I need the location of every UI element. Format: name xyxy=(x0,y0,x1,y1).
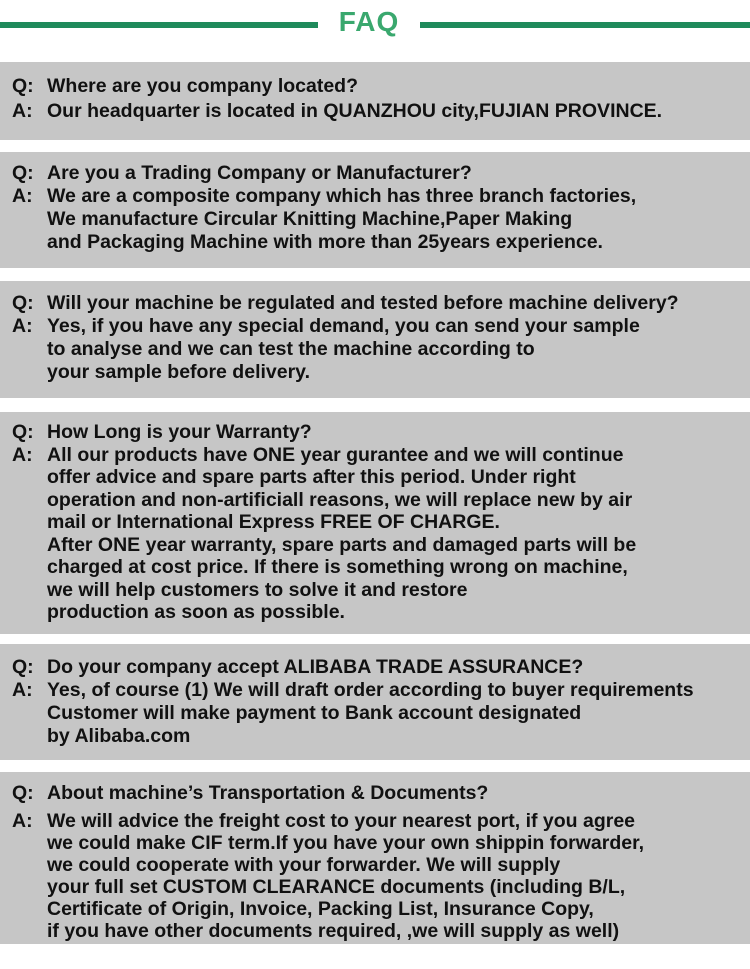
answer-line: operation and non-artificiall reasons, we will replace new by air xyxy=(47,488,633,511)
answer-tag: A: xyxy=(12,185,33,207)
question-text: About machine’s Transportation & Documents? xyxy=(47,782,489,804)
answer-line: charged at cost price. If there is something wrong on machine, xyxy=(47,556,628,578)
faq-card-company-type xyxy=(0,152,750,268)
question-tag: Q: xyxy=(12,292,34,314)
answer-line: We manufacture Circular Knitting Machine,Paper Making xyxy=(47,208,573,230)
answer-row xyxy=(12,185,746,254)
answer-line: Certificate of Origin, Invoice, Packing List, Insurance Copy, xyxy=(47,898,594,920)
answer-line: and Packaging Machine with more than 25years experience. xyxy=(47,231,603,253)
header-rule-left xyxy=(0,22,318,28)
answer-row xyxy=(12,679,746,748)
answer-line: Our headquarter is located in QUANZHOU city,FUJIAN PROVINCE. xyxy=(47,100,663,122)
answer-line: if you have other documents required, ,we will supply as well) xyxy=(47,920,620,942)
question-row xyxy=(12,292,746,315)
faq-card-transportation xyxy=(0,772,750,944)
question-row xyxy=(12,421,746,444)
answer-tag: A: xyxy=(12,810,33,832)
answer-line: Yes, of course (1) We will draft order according to buyer requirements xyxy=(47,679,694,701)
question-tag: Q: xyxy=(12,656,34,678)
question-text: Will your machine be regulated and tested before machine delivery? xyxy=(47,292,679,314)
question-row xyxy=(12,656,746,679)
question-row xyxy=(12,782,746,804)
faq-card-trade-assurance xyxy=(0,644,750,760)
question-tag: Q: xyxy=(12,75,34,97)
answer-tag: A: xyxy=(12,315,33,337)
answer-text xyxy=(47,315,640,384)
answer-line: we could cooperate with your forwarder. We will supply xyxy=(47,854,561,876)
question-text: Where are you company located? xyxy=(47,75,359,97)
answer-row xyxy=(12,810,746,942)
question-text: Are you a Trading Company or Manufacturer? xyxy=(47,162,472,184)
question-tag: Q: xyxy=(12,782,34,804)
answer-text xyxy=(47,100,662,123)
answer-line: Yes, if you have any special demand, you can send your sample xyxy=(47,315,640,337)
answer-line: Customer will make payment to Bank account designated xyxy=(47,702,582,724)
answer-line: we will help customers to solve it and restore xyxy=(47,578,468,601)
answer-tag: A: xyxy=(12,443,33,466)
answer-row xyxy=(12,315,746,384)
faq-card-warranty xyxy=(0,412,750,634)
answer-line: offer advice and spare parts after this period. Under right xyxy=(47,466,576,488)
answer-text xyxy=(47,810,644,942)
header-rule-right xyxy=(420,22,750,28)
answer-line: We will advice the freight cost to your nearest port, if you agree xyxy=(47,810,636,832)
faq-card-testing xyxy=(0,281,750,398)
faq-header xyxy=(0,0,750,50)
answer-text xyxy=(47,679,694,748)
answer-text xyxy=(47,444,636,624)
answer-line: After ONE year warranty, spare parts and damaged parts will be xyxy=(47,533,637,556)
question-text: Do your company accept ALIBABA TRADE ASSURANCE? xyxy=(47,656,584,678)
question-text: How Long is your Warranty? xyxy=(47,421,312,443)
answer-line: production as soon as possible. xyxy=(47,601,345,623)
answer-line: by Alibaba.com xyxy=(47,725,191,747)
answer-line: to analyse and we can test the machine according to xyxy=(47,338,535,360)
answer-text xyxy=(47,185,636,254)
faq-card-location xyxy=(0,62,750,140)
answer-row xyxy=(12,444,746,624)
question-row xyxy=(12,75,746,98)
question-tag: Q: xyxy=(12,162,34,184)
page-title: FAQ xyxy=(338,6,400,37)
answer-tag: A: xyxy=(12,679,33,701)
answer-line: your sample before delivery. xyxy=(47,361,310,383)
answer-tag: A: xyxy=(12,100,33,122)
answer-line: your full set CUSTOM CLEARANCE documents (including B/L, xyxy=(47,876,626,898)
answer-row xyxy=(12,100,746,123)
answer-line: All our products have ONE year gurantee and we will continue xyxy=(47,443,624,466)
answer-line: mail or International Express FREE OF CHARGE. xyxy=(47,511,500,533)
answer-line: We are a composite company which has three branch factories, xyxy=(47,185,637,207)
answer-line: we could make CIF term.If you have your own shippin forwarder, xyxy=(47,832,645,854)
question-tag: Q: xyxy=(12,421,34,443)
question-row xyxy=(12,162,746,185)
